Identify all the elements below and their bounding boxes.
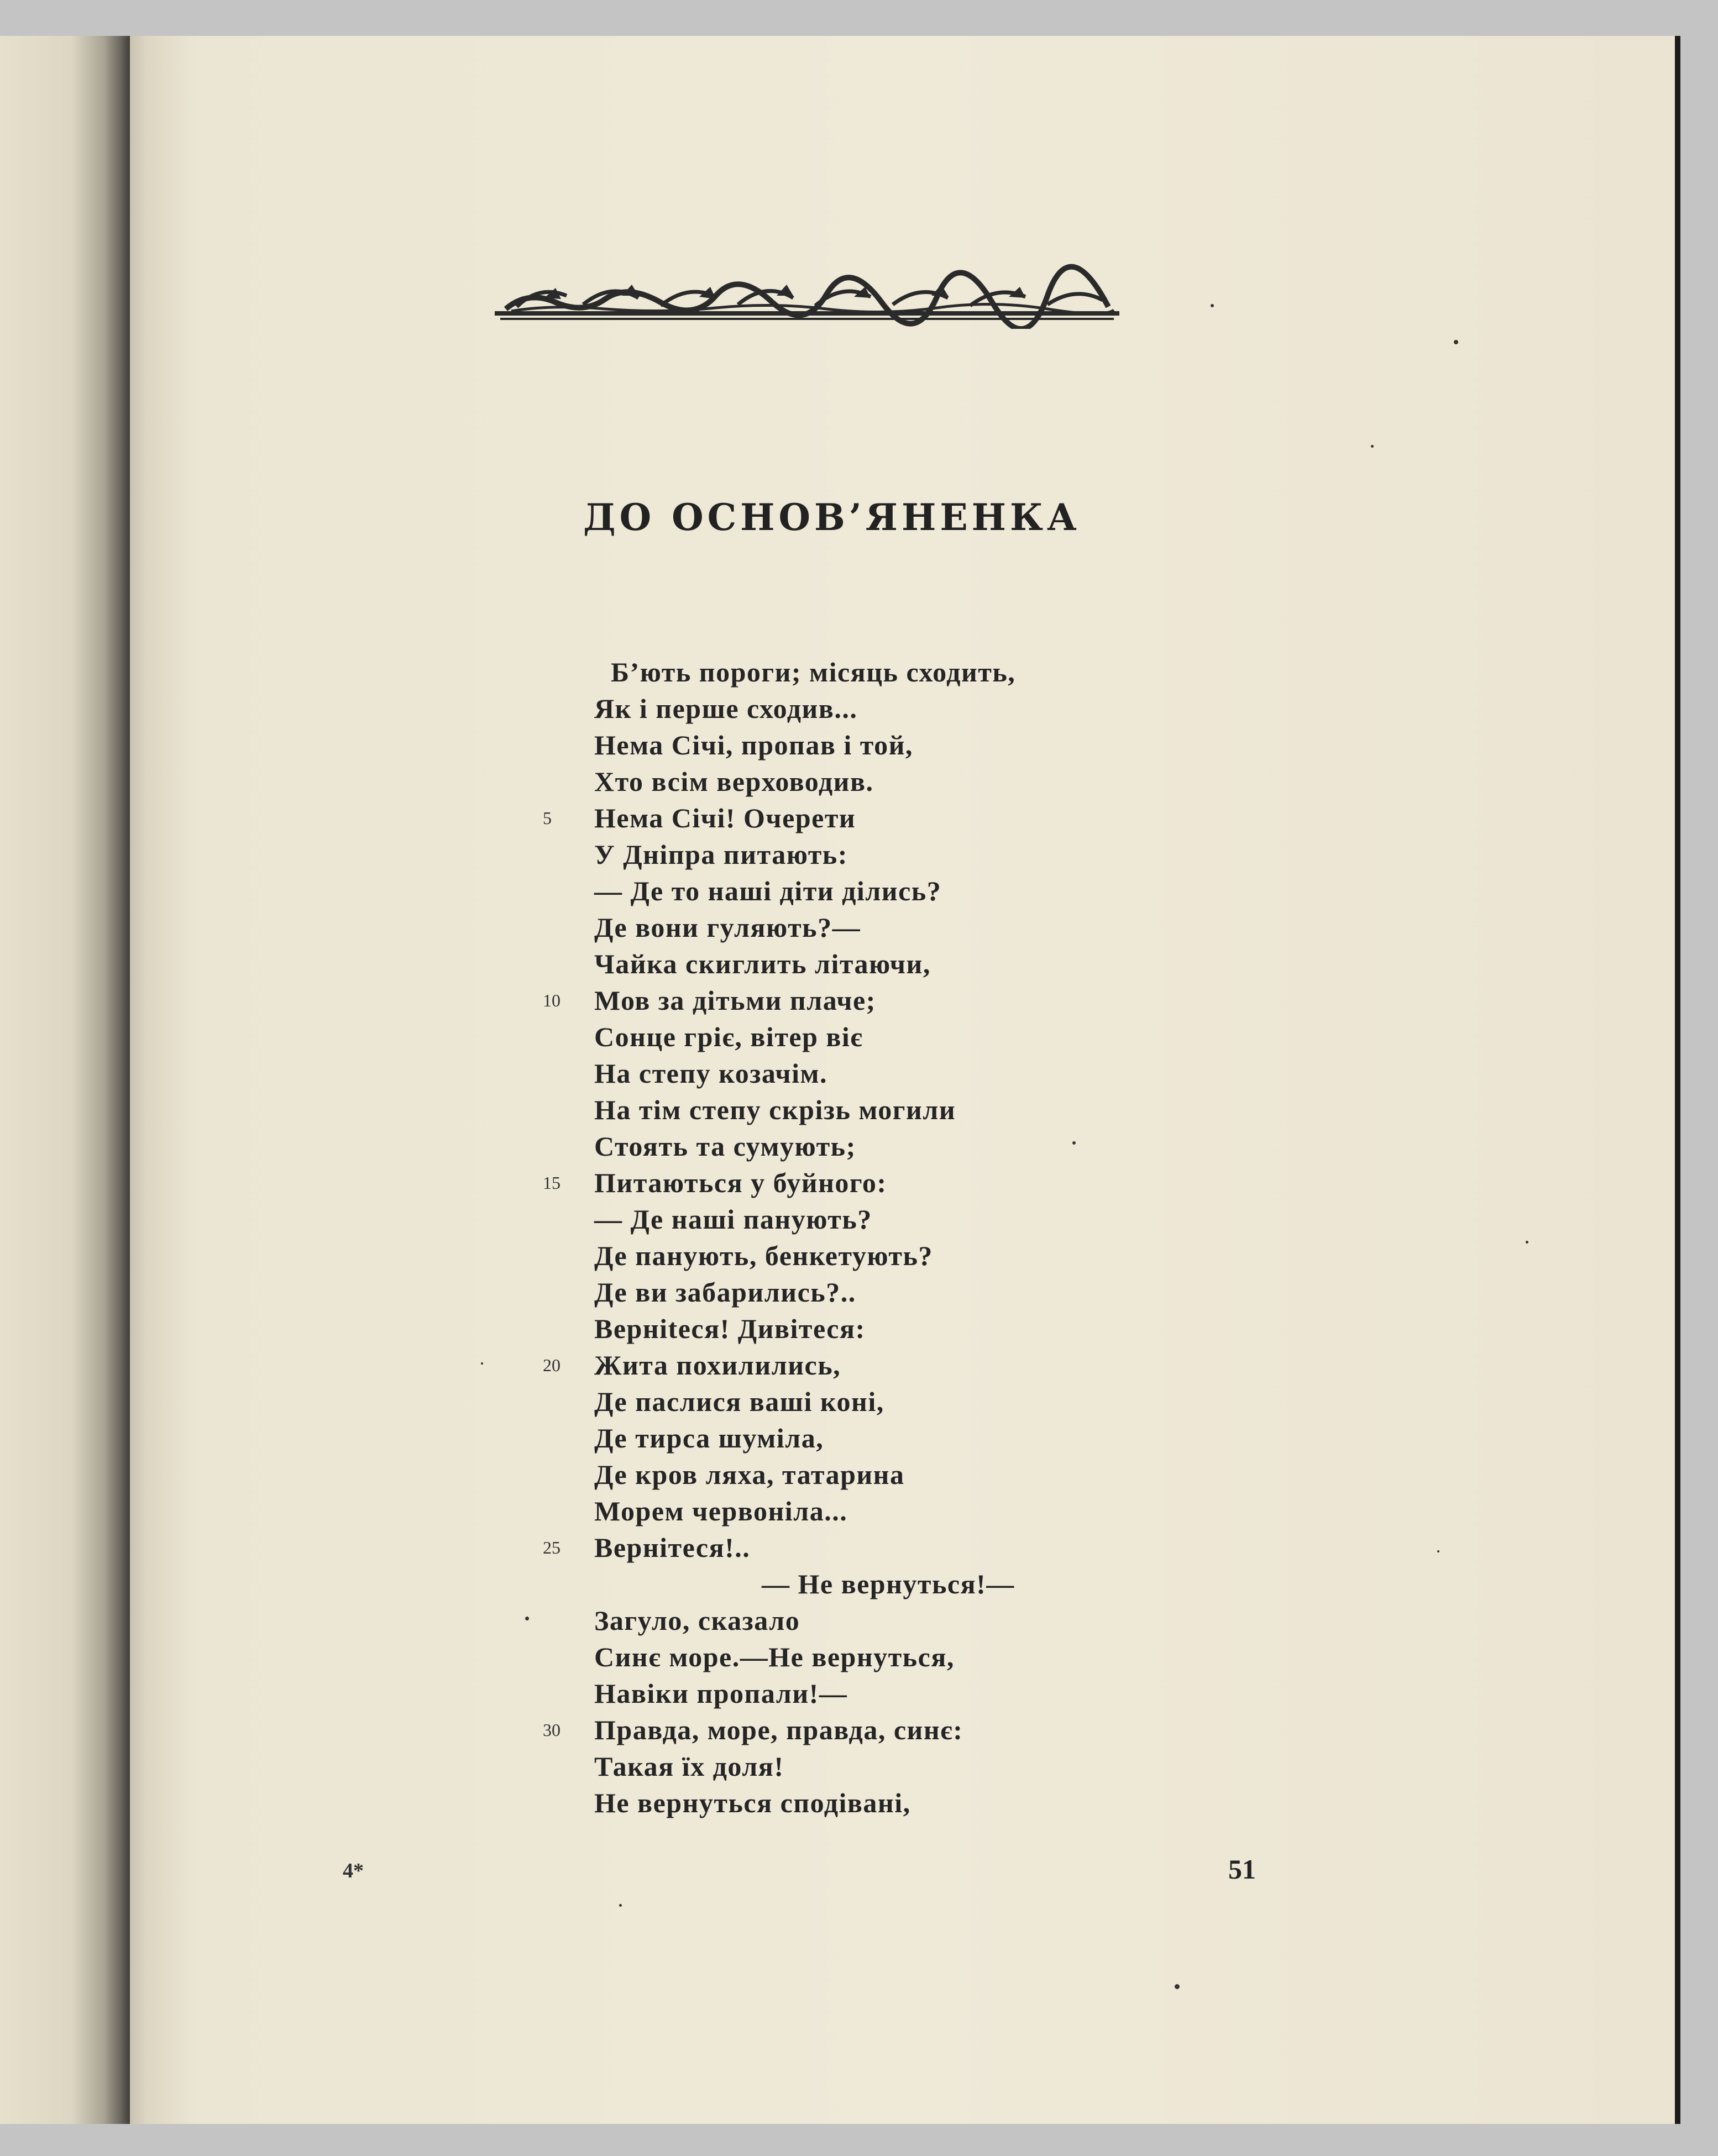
poem-line: Чайка скиглить літаючи,	[594, 948, 931, 979]
paper-speck	[481, 1362, 483, 1365]
poem-line: Б’ють пороги; місяць сходить,	[611, 657, 1016, 688]
scanned-page	[0, 36, 1680, 2124]
poem-line: Сонце гріє, вітер віє	[594, 1021, 863, 1052]
poem-title: ДО ОСНОВ’ЯНЕНКА	[583, 496, 1081, 539]
signature-mark: 4*	[343, 1859, 364, 1882]
poem-line: Вернітеся!..	[594, 1532, 751, 1563]
poem-line: Де панують, бенкетують?	[594, 1240, 933, 1271]
paper-speck	[1175, 1984, 1180, 1989]
page-right-border	[1675, 36, 1680, 2124]
poem-line: Синє море.—Не вернуться,	[594, 1641, 955, 1672]
poem-line: Такая їх доля!	[594, 1751, 784, 1782]
poem-line: Де ви забарились?..	[594, 1277, 856, 1308]
poem-line: Нема Січі! Очерети	[594, 802, 856, 833]
poem-line: Де паслися ваші коні,	[594, 1386, 884, 1417]
line-number: 30	[543, 1720, 561, 1740]
poem-line: Верніteся! Дивітеся:	[594, 1313, 866, 1344]
poem-line: — Не вернуться!—	[762, 1569, 1015, 1599]
poem-line: Питаються у буйного:	[594, 1167, 887, 1198]
paper-speck	[1454, 340, 1458, 344]
headpiece-ornament	[495, 251, 1119, 329]
line-number: 15	[543, 1173, 561, 1193]
poem-line: На степу козачім.	[594, 1058, 828, 1089]
poem-line: — Де наші панують?	[594, 1204, 872, 1235]
paper-speck	[525, 1617, 529, 1620]
poem-line: Не вернуться сподівані,	[594, 1787, 911, 1818]
paper-speck	[1072, 1141, 1076, 1145]
poem-line: У Дніпра питають:	[594, 839, 848, 870]
line-number: 10	[543, 990, 561, 1010]
paper-speck	[1526, 1241, 1528, 1244]
line-number: 20	[543, 1355, 561, 1375]
poem-line: — Де то наші діти ділись?	[594, 875, 942, 906]
paper-speck	[1437, 1550, 1439, 1552]
poem-line: Де вони гуляють?—	[594, 912, 861, 943]
line-number: 5	[543, 808, 552, 828]
poem-line: Стоять та сумують;	[594, 1131, 856, 1162]
line-number: 25	[543, 1538, 561, 1557]
poem-line: Хто всім верховодив.	[594, 766, 874, 797]
page-number: 51	[1228, 1854, 1256, 1885]
poem-line: На тім степу скрізь могили	[594, 1094, 956, 1125]
poem-line: Мов за дітьми плаче;	[594, 985, 876, 1016]
paper-speck	[619, 1904, 622, 1907]
poem-line: Жита похилились,	[594, 1350, 841, 1381]
paper-speck	[1211, 304, 1214, 307]
paper-speck	[1371, 445, 1374, 448]
poem-line: Де кров ляха, татарина	[594, 1459, 905, 1490]
poem-line: Нема Січі, пропав і той,	[594, 730, 913, 760]
poem-line: Загуло, сказало	[594, 1605, 800, 1636]
poem-line: Правда, море, правда, синє:	[594, 1714, 963, 1745]
poem-line: Морем червоніла...	[594, 1496, 848, 1526]
poem-line: Навіки пропали!—	[594, 1678, 848, 1709]
poem-line: Де тирса шуміла,	[594, 1423, 824, 1454]
previous-page-edge	[0, 36, 130, 2124]
poem-line: Як і перше сходив...	[594, 693, 858, 724]
